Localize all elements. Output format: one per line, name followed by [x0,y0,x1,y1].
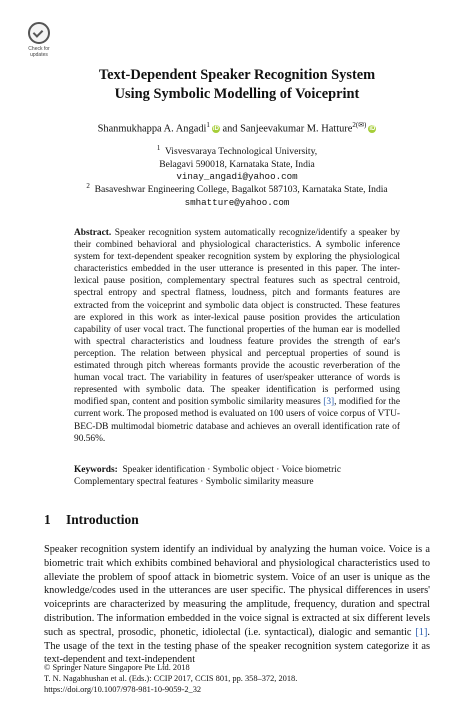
section-heading [44,512,139,528]
check-circle-icon [28,22,50,44]
affiliation-2-line-1: Basaveshwar Engineering College, Bagalkot 587103, Karnataka State, India [94,184,388,196]
author-2-affiliation-mark: 2(✉) [352,121,367,129]
citation-line: T. N. Nagabhushan et al. (Eds.): CCIP 2017, CCIS 801, pp. 358–372, 2018. [44,674,298,683]
affiliation-1 [40,142,434,184]
intro-paragraph-end: . The usage of the text in the testing phase of the speaker recognition system categorize it as text-dependent and text-independent [44,626,430,666]
author-connector: and [219,123,241,135]
affiliation-1-line-1: Visvesvaraya Technological University, [164,146,318,158]
paper-title [40,66,434,104]
doi-link[interactable]: https://doi.org/10.1007/978-981-10-9059-2_32 [44,685,202,694]
affiliation-1-email[interactable]: vinay_angadi@yahoo.com [176,171,298,183]
intro-paragraph: Speaker recognition system identify an individual by analyzing the human voice. Voice is a biometric trait which exhibits combined behavioral and physiological characteristics used to alleviate the problem of spoof attack in biometric system. Voice of an user is unique as the knowledge/codes used in the utterances are user specific. The physical differences in users' voiceprints are characterized by measuring the amplitude, frequency, duration and spectral distribution. The information embedded in the voice signal is extracted at six different levels such as spectral, prosodic, phonetic, idiolectal (i.e. syntactical), dialogic and semantic [44,544,430,638]
affiliation-1-line-2: Belagavi 590018, Karnataka State, India [159,158,315,170]
badge-label: Check for updates [28,46,50,58]
affiliation-2-mark: 2 [86,182,90,190]
section-number: 1 [44,512,51,527]
citation-link[interactable]: [3] [323,397,335,408]
keywords-line-2: Complementary spectral features · Symbolic similarity measure [74,477,314,488]
affiliation-2-email[interactable]: smhatture@yahoo.com [184,196,290,208]
abstract [74,227,400,445]
abstract-text-end: , modified for the current work. The proposed method is evaluated on 100 users of voice corpus of VTU-BEC-DB multimodal biometric database and achieves an overall identification rate of 90.56%. [74,397,400,444]
keywords-line-1: Speaker identification · Symbolic object · Voice biometric [122,465,342,475]
copyright-line: © Springer Nature Singapore Pte Ltd. 2018 [44,663,190,672]
orcid-icon[interactable]: iD [212,126,219,133]
citation-link[interactable]: [1] [415,626,428,638]
author-2-name: Sanjeevakumar M. Hatture [240,123,353,135]
author-list [40,121,434,134]
keywords-label: Keywords: [74,465,118,475]
check-for-updates-badge[interactable] [22,22,56,62]
footer-notes [44,662,434,695]
introduction-text [44,543,430,667]
abstract-text: Speaker recognition system automatically recognize/identify a speaker by their combined behavioral and physiological characteristics. A symbolic inference system for text-dependent speaker recognition system by exploring the physiological characteristics embedded in the user utterance is presented in this paper. The inter-lexical pause position, complementary spectral features such as spectral centroid, spectral entropy and spectral flatness, loudness, pitch and formants features are extracted from the voiceprint and symbolic data object is constructed. These features are explored in this work as inter-lexical pause position provides the articulation capability of user vocal tract. The functional properties of the human ear is modelled with spectral characteristics and loudness feature provides the strength of ear's perception. The relation between physical and perceptual properties of sound is estimated through pitch whereas formants provide the acoustic reverberation of the human vocal tract. The variability in features of user/speaker utterance of words is represented with symbolic data. The speaker identification is performed using modified span, content and position symbolic similarity measures [74,228,400,408]
author-1-name: Shanmukhappa A. Angadi [97,123,207,135]
title-line-1: Text-Dependent Speaker Recognition System [98,67,376,83]
affiliation-1-mark: 1 [156,144,161,152]
orcid-icon[interactable]: iD [369,126,376,133]
affiliation-2 [40,180,434,209]
title-line-2: Using Symbolic Modelling of Voiceprint [114,86,360,102]
section-title: Introduction [66,512,139,527]
keywords [74,464,400,489]
author-1-affiliation-mark: 1 [206,121,210,129]
abstract-label: Abstract. [74,228,112,238]
